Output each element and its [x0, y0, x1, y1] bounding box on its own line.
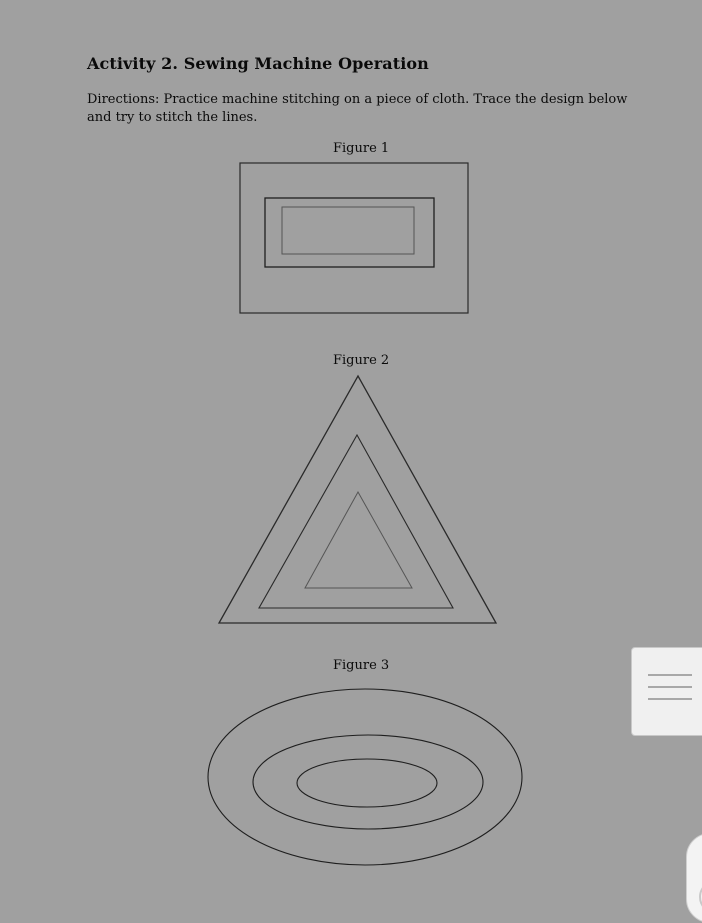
hamburger-menu-icon[interactable]: [648, 674, 692, 710]
middle-triangle: [259, 435, 453, 608]
inner-triangle: [305, 492, 412, 588]
middle-ellipse: [253, 735, 483, 829]
figure-1-rectangles: [239, 162, 470, 315]
directions-text: Directions: Practice machine stitching on a piece of cloth. Trace the design below and try to stitch the lines.: [87, 92, 628, 125]
middle-rectangle: [265, 198, 434, 267]
figure-3-ellipses: [205, 687, 525, 869]
outer-triangle: [219, 376, 496, 623]
figure-2-label: Figure 2: [333, 353, 390, 368]
inner-ellipse: [297, 759, 437, 807]
viewer-menu-panel[interactable]: [631, 647, 702, 736]
inner-rectangle: [282, 207, 414, 254]
figure-2-triangles: [217, 374, 499, 626]
figure-1-label: Figure 1: [333, 141, 390, 156]
outer-ellipse: [208, 689, 522, 865]
floating-action-button[interactable]: [686, 833, 702, 923]
activity-heading: Activity 2. Sewing Machine Operation: [87, 54, 429, 73]
figure-3-label: Figure 3: [333, 658, 390, 673]
